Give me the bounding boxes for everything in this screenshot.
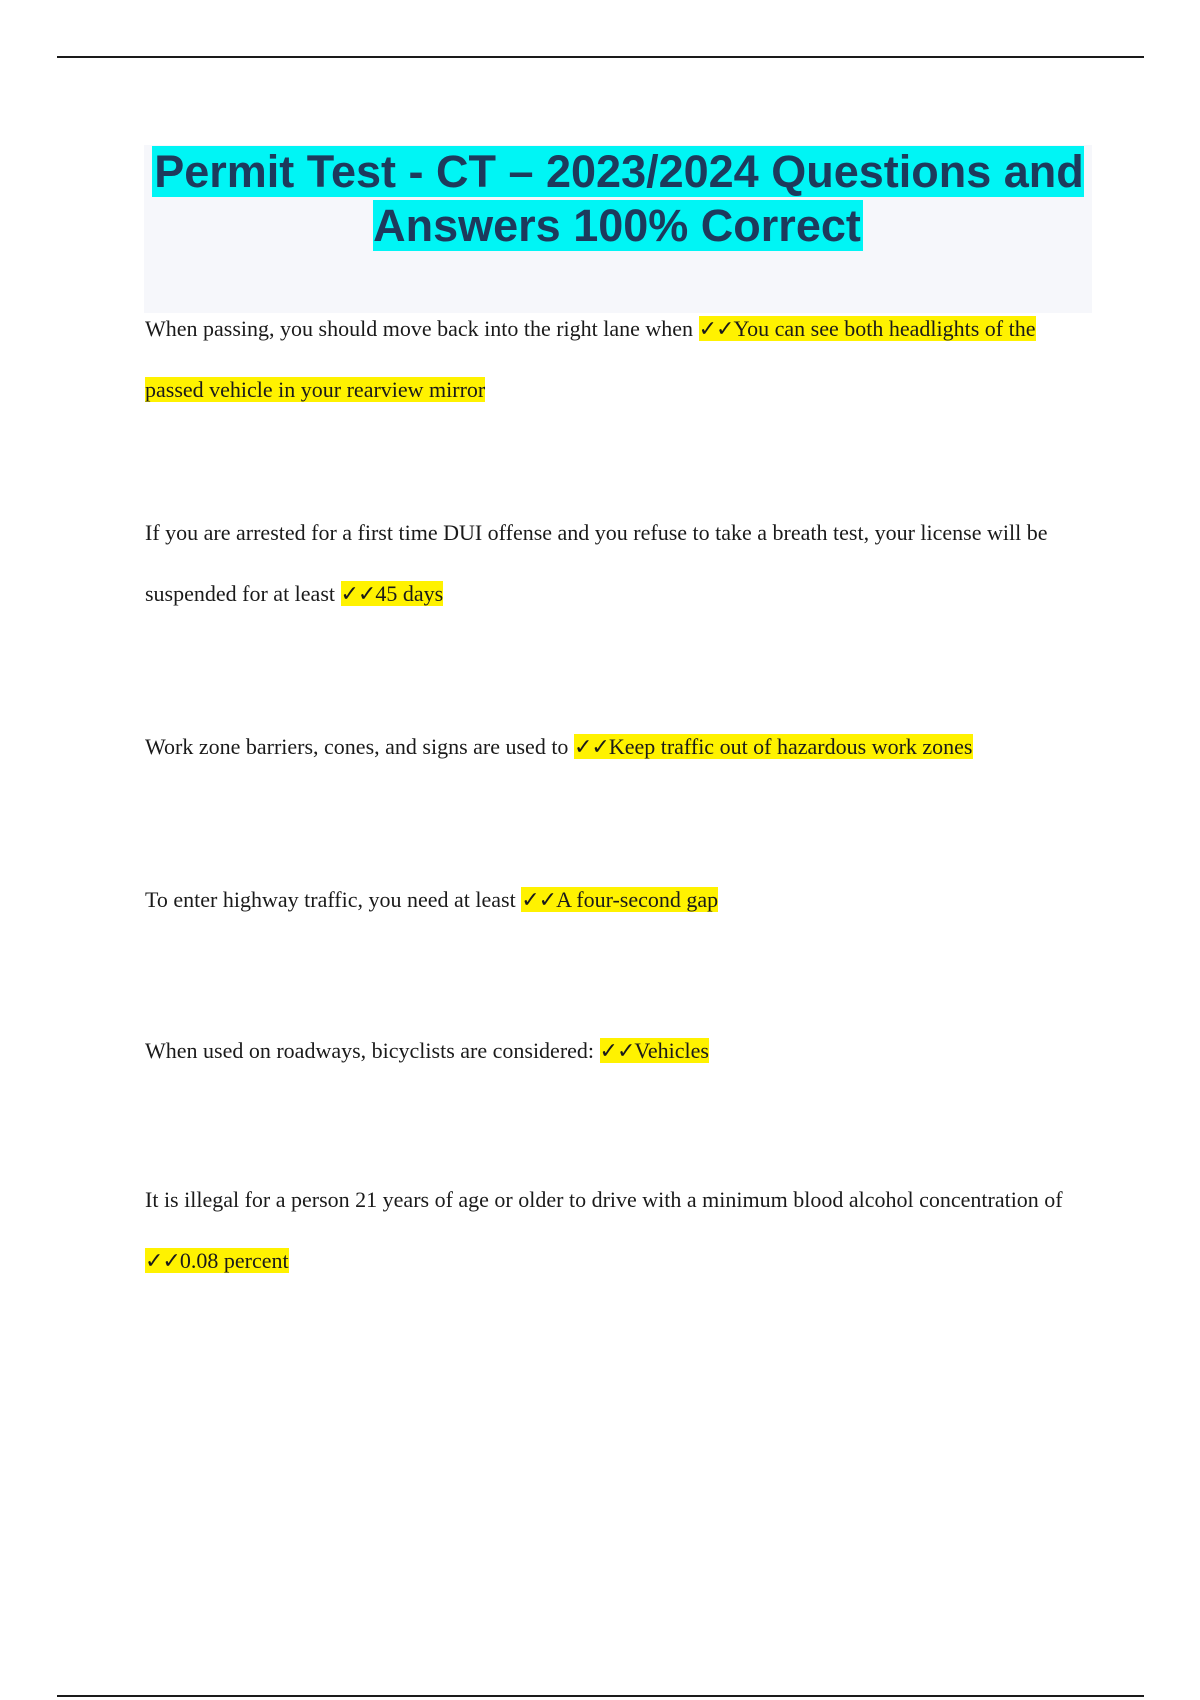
question-text: It is illegal for a person 21 years of age or older to drive with a minimum blood alcohol concentration of <box>145 1187 1063 1212</box>
answer-text: 45 days <box>375 581 444 606</box>
double-check-icon: ✓✓ <box>698 316 734 341</box>
answer-text: Keep traffic out of hazardous work zones <box>608 734 973 759</box>
question-text: To enter highway traffic, you need at least <box>145 887 522 912</box>
qa-item <box>145 502 1075 624</box>
document-title-text: Permit Test - CT – 2023/2024 Questions and Answers 100% Correct <box>154 146 1084 251</box>
answer-highlight <box>600 1038 709 1063</box>
qa-item <box>145 716 1075 777</box>
question-text: When passing, you should move back into the right lane when <box>145 316 699 341</box>
double-check-icon: ✓✓ <box>340 581 376 606</box>
bottom-rule <box>57 1695 1144 1697</box>
question-text: If you are arrested for a first time DUI offense and you refuse to take a breath test, your license will be suspended for at least <box>145 520 1048 606</box>
double-check-icon: ✓✓ <box>599 1038 635 1063</box>
qa-item <box>145 298 1075 420</box>
qa-item <box>145 869 1075 930</box>
answer-text: 0.08 percent <box>179 1248 289 1273</box>
answer-highlight <box>341 581 444 606</box>
answer-text: Vehicles <box>634 1038 709 1063</box>
document-title <box>144 145 1092 253</box>
question-text: When used on roadways, bicyclists are considered: <box>145 1038 600 1063</box>
answer-text: A four-second gap <box>556 887 719 912</box>
qa-item <box>145 1020 1075 1081</box>
qa-item <box>145 1169 1075 1291</box>
answer-text: You can see both headlights of the passed vehicle in your rearview mirror <box>145 316 1036 402</box>
answer-highlight <box>145 1248 289 1273</box>
answer-highlight <box>521 887 718 912</box>
answer-highlight <box>574 734 973 759</box>
double-check-icon: ✓✓ <box>521 887 557 912</box>
double-check-icon: ✓✓ <box>145 1248 180 1273</box>
double-check-icon: ✓✓ <box>573 734 609 759</box>
question-text: Work zone barriers, cones, and signs are used to <box>145 734 574 759</box>
top-rule <box>57 56 1144 58</box>
